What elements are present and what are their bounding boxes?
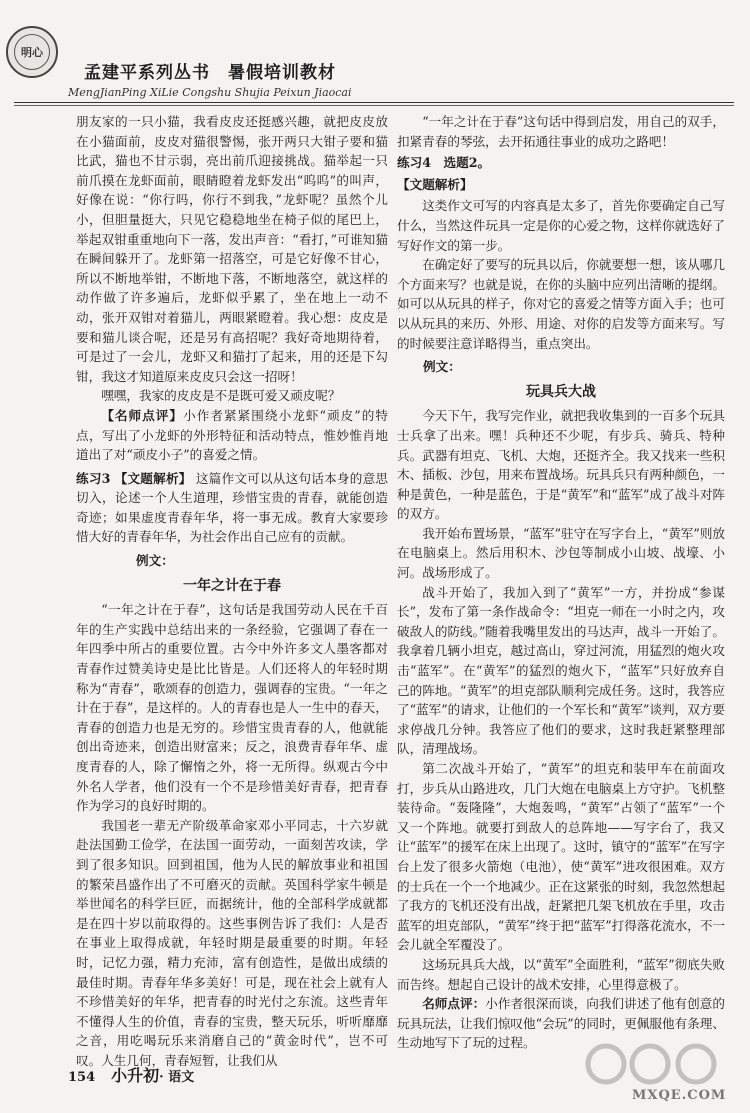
exercise-4-label: 练习4 bbox=[397, 155, 431, 171]
header-pinyin: MengJianPing XiLie Congshu Shujia Peixun Jiaocai bbox=[68, 86, 352, 99]
header-divider bbox=[14, 102, 734, 103]
analysis-label: 【文题解析】 bbox=[114, 470, 192, 486]
story-paragraph: 嘿嘿，我家的皮皮是不是既可爱又顽皮呢？ bbox=[101, 388, 341, 404]
essay-paragraph: 我开始布置场景，“蓝军”驻守在写字台上，“黄军”则放在电脑桌上。然后用积木、沙包等制成小山坡、战壕、小河。战场形成了。 bbox=[397, 525, 726, 581]
page-number: 154 bbox=[68, 1070, 96, 1085]
book-name: 暑假培训教材 bbox=[228, 63, 336, 83]
analysis-text: 这篇作文可以从这句话本身的意思切入，论述一个人生道理，珍惜宝贵的青春，就能创造奇迹；如果虚度青春年华，将一事无成。教育大家要珍惜大好的青春年华，为社会作出自己应有的贡献。 bbox=[76, 470, 388, 545]
seal-text: 明心 bbox=[14, 34, 50, 70]
page-footer bbox=[68, 1063, 194, 1086]
exercise-4-choice: 选题2。 bbox=[443, 155, 491, 171]
comment-label: 【名师点评】 bbox=[101, 407, 184, 423]
exercise-3-analysis bbox=[76, 469, 388, 547]
analysis-paragraph: 在确定好了要写的玩具以后，你就要想一想，该从哪几个方面来写？也就是说，在你的头脑中应列出清晰的提纲。如可以从玩具的样子，你对它的喜爱之情等方面入手；也可以从玩具的来历、外形、用途、对你的启发等方面来写。写的时候要注意详略得当，重点突出。 bbox=[397, 257, 725, 351]
series-name: 孟建平系列丛书 bbox=[84, 63, 210, 83]
essay-paragraph: “一年之计在于春”，这句话是我国劳动人民在千百年的生产实践中总结出来的一条经验，它强调了春在一年四季中所占的重要位置。古今中外许多文人墨客都对青春作过赞美诗史是比比皆是。人们还将人的年轻时期称为“青春”，歌颂春的创造力，强调春的宝贵。“一年之计在于春”，是这样的。人的青春也是人一生中的春天，青春的创造力也是无穷的。珍惜宝贵青春的人，他就能创出奇迹来，创造出财富来；反之，浪费青春年华、虚度青春的人，除了懈惰之外，将一无所得。纵观古今中外名人学者，他们没有一个不是珍惜美好青春，把青春作为学习的良好时期的。 bbox=[76, 602, 388, 814]
essay-paragraph: 我国老一辈无产阶级革命家邓小平同志，十六岁就赴法国勤工俭学，在法国一面劳动，一面刻苦攻读，学到了很多知识。回到祖国，他为人民的解放事业和祖国的繁荣昌盛作出了不可磨灭的贡献。英国科学家牛顿是举世闻名的科学巨匠，而据统计，他的全部科学成就都是在四十岁以前取得的。这些事例告诉了我们：人是否在事业上取得成就，年轻时期是最重要的时期。年轻时，记忆力强，精力充沛，富有创造性，是做出成绩的最佳时期。青春年华多美好！可是，现在社会上就有人不珍惜美好的年华，把青春的时光付之东流。这些青年不懂得人生的价值，青春的宝贵，整天玩乐，听听靡靡之音，用吃喝玩乐来消磨自己的“黄金时代”，岂不可叹。人生几何，青春短暂，让我们从 bbox=[76, 817, 388, 1068]
comment-text: 小作者很深而谈，向我们讲述了他有创意的玩具玩法，让我们惊叹他“会玩”的同时，更佩服他有条理、生动地写下了玩的过程。 bbox=[397, 996, 726, 1051]
essay-paragraph: “一年之计在于春”这句话中得到启发，用自己的双手，扣紧青春的琴弦，去开拓通往事业的成功之路吧！ bbox=[397, 114, 725, 149]
left-column bbox=[76, 112, 388, 1071]
teacher-comment bbox=[76, 406, 388, 465]
subject-label: · 语文 bbox=[159, 1070, 195, 1085]
essay-paragraph: 第二次战斗开始了，“黄军”的坦克和装甲车在前面攻打，步兵从山路进攻，几门大炮在电脑桌上方守护。飞机整装待命。“轰隆隆”，大炮轰鸣，“黄军”占领了“蓝军”一个又一个阵地。就要打到敌人的总阵地——写字台了，我又让“蓝军”的援军在床上出现了。这时，镇守的“蓝军”在写字台上发了很多火箭炮（电池），使“黄军”进攻很困难。双方的士兵在一个一个地减少。正在这紧张的时刻，我忽然想起了我方的飞机还没有出战，赶紧把几架飞机放在手里，攻击蓝军的坦克部队，“黄军”终于把“蓝军”打得落花流水，不一会儿就全军覆没了。 bbox=[397, 761, 726, 953]
right-column bbox=[397, 112, 725, 1053]
book-short-title: 小升初 bbox=[111, 1066, 160, 1085]
essay-paragraph: 战斗开始了，我加入到了“黄军”一方，并扮成“参谋长”，发布了第一条作战命令：“坦克一师在一小时之内，攻破敌人的防线。”随着我嘴里发出的马达声，战斗一开始了。我拿着几辆小坦克，越过高山，穿过河流，用猛烈的炮火攻击“蓝军”。在“黄军”的猛烈的炮火下，“蓝军”只好放弃自己的阵地。“黄军”的坦克部队顺利完成任务。这时，我答应了“蓝军”的请求，让他们的一个军长和“黄军”谈判，双方要求停战几分钟。我答应了他们的要求，这时我赶紧整理部队，清理战场。 bbox=[397, 584, 726, 757]
example-label: 例文： bbox=[423, 359, 461, 375]
comment-label: 名师点评： bbox=[422, 996, 486, 1012]
story-paragraph: 朋友家的一只小猫，我看皮皮还挺感兴趣，就把皮皮放在小猫面前，皮皮对猫很警惕，张开两只大钳子要和猫比武，猫也不甘示弱，亮出前爪迎接挑战。猫举起一只前爪摸在龙虾面前，眼睛瞪着龙虾发出“呜呜”的叫声，好像在说：“你行吗，你行不到我，”龙虾呢？虽然个儿小，但胆量挺大，只见它稳稳地坐在椅子似的尾巴上，举起双钳重重地向下一落，发出声音：“看打，”可谁知猫在瞬间躲开了。龙虾第一招落空，可是它好像不甘心，所以不断地举钳，不断地下落，不断地落空，就这样的动作做了许多遍后，龙虾似乎累了，坐在地上一动不动，张开双钳对着猫儿，两眼紧瞪着。我心想：皮皮是要和猫儿谈合呢，还是另有高招呢？我好奇地期待着，可是过了一会儿，龙虾又和猫打了起来，用的还是下勾钳，我这才知道原来皮皮只会这一招呀！ bbox=[76, 114, 388, 384]
essay-paragraph: 这场玩具兵大战，以“黄军”全面胜利，“蓝军”彻底失败而告终。想起自己设计的战术安排，心里得意极了。 bbox=[397, 956, 726, 992]
essay-title: 玩具兵大战 bbox=[526, 383, 596, 400]
essay-paragraph: 今天下午，我写完作业，就把我收集到的一百多个玩具士兵拿了出来。嘿！兵种还不少呢，有步兵、骑兵、特种兵。武器有坦克、飞机、大炮，还挺齐全。我又找来一些积木、插板、沙包，用来布置战场。玩具兵只有两种颜色，一种是黄色，一种是蓝色，于是“黄军”和“蓝军”成了战斗对阵的双方。 bbox=[397, 408, 726, 522]
publisher-seal-logo bbox=[6, 26, 58, 78]
essay-title: 一年之计在于春 bbox=[183, 577, 281, 594]
comment-text: 小作者紧紧围绕小龙虾“顽皮”的特点，写出了小龙虾的外形特征和活动特点，惟妙惟肖地道出了对“顽皮小子”的喜爱之情。 bbox=[76, 407, 388, 463]
analysis-label: 【文题解析】 bbox=[397, 176, 473, 192]
exercise-3-label: 练习3 bbox=[76, 470, 111, 486]
analysis-paragraph: 这类作文可写的内容真是太多了，首先你要确定自己写什么，当然这件玩具一定是你的心爱之物，这样你就选好了写好作文的第一步。 bbox=[397, 198, 725, 253]
exercise-4-heading bbox=[397, 153, 725, 173]
watermark-text: MXQE.COM bbox=[632, 1088, 727, 1103]
header-divider-thin bbox=[14, 105, 734, 106]
example-label: 例文： bbox=[136, 553, 174, 569]
header-title bbox=[84, 58, 336, 83]
